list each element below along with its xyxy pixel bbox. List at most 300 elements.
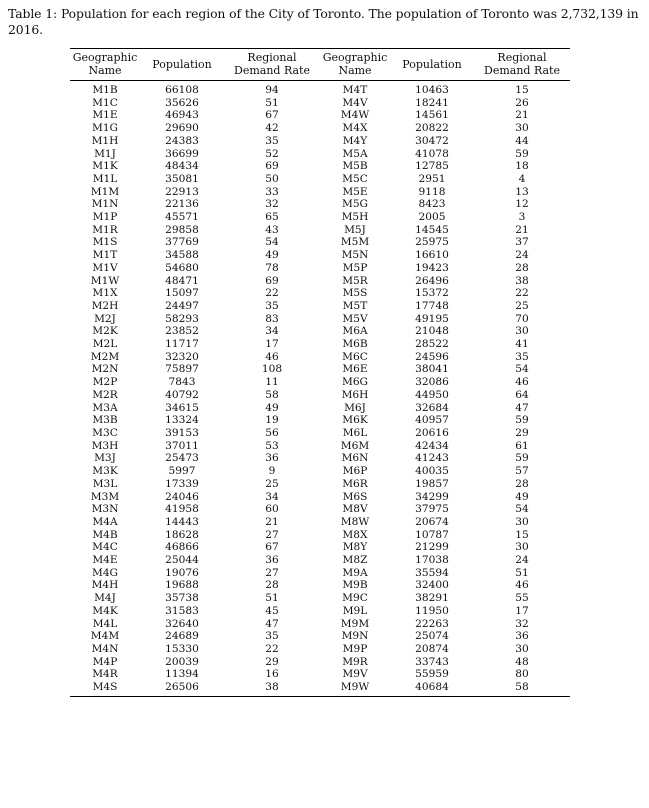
- region-code: M1T: [92, 249, 118, 262]
- region-code: M8W: [340, 515, 370, 528]
- population-value: 5997: [168, 465, 196, 478]
- region-code: M4R: [92, 668, 118, 681]
- region-code: M1H: [91, 134, 119, 147]
- demand-rate-value: 70: [515, 312, 529, 325]
- table-row: [70, 414, 570, 427]
- population-value: 18628: [165, 528, 199, 541]
- population-value: 22263: [415, 617, 449, 630]
- population-value: 58293: [165, 312, 199, 325]
- region-code: M1X: [92, 287, 118, 300]
- demand-rate-value: 34: [265, 490, 279, 503]
- demand-rate-value: 24: [515, 554, 529, 567]
- region-code: M6R: [342, 477, 368, 490]
- population-value: 20874: [415, 642, 449, 655]
- population-value: 41243: [415, 452, 449, 465]
- region-code: M3L: [92, 477, 118, 490]
- population-value: 24596: [415, 350, 449, 363]
- demand-rate-value: 42: [265, 122, 279, 135]
- header-geographic-name-left: [70, 49, 140, 81]
- demand-rate-value: 78: [265, 261, 279, 274]
- region-code: M9A: [342, 566, 368, 579]
- demand-rate-value: 52: [265, 147, 279, 160]
- demand-rate-value: 30: [515, 515, 529, 528]
- table-body: [70, 81, 570, 697]
- demand-rate-value: 33: [265, 185, 279, 198]
- demand-rate-value: 35: [515, 350, 529, 363]
- region-code: M1B: [92, 84, 118, 96]
- demand-rate-value: 55: [515, 592, 529, 605]
- population-value: 40035: [415, 465, 449, 478]
- population-table: [70, 48, 570, 697]
- population-value: 19857: [415, 477, 449, 490]
- population-value: 41078: [415, 147, 449, 160]
- demand-rate-value: 51: [265, 592, 279, 605]
- population-value: 9118: [418, 185, 446, 198]
- demand-rate-value: 51: [515, 566, 529, 579]
- population-value: 32684: [415, 401, 449, 414]
- demand-rate-value: 60: [265, 503, 279, 516]
- demand-rate-value: 36: [265, 452, 279, 465]
- demand-rate-value: 67: [265, 109, 279, 122]
- header-rate-line1: Regional: [247, 51, 297, 64]
- header-row: [70, 49, 570, 81]
- population-value: 10787: [415, 528, 449, 541]
- demand-rate-value: 11: [265, 376, 279, 389]
- demand-rate-value: 17: [265, 338, 279, 351]
- table-row: [70, 338, 570, 351]
- region-code: M5P: [342, 261, 368, 274]
- region-code: M9R: [342, 655, 368, 668]
- population-value: 29690: [165, 122, 199, 135]
- table-row: [70, 491, 570, 504]
- demand-rate-value: 30: [515, 541, 529, 554]
- table-row: [70, 249, 570, 262]
- region-code: M8V: [342, 503, 368, 516]
- population-value: 16610: [415, 249, 449, 262]
- demand-rate-value: 46: [265, 350, 279, 363]
- header-name-line1: Geographic: [72, 51, 138, 64]
- demand-rate-value: 94: [265, 84, 279, 96]
- region-code: M6K: [342, 414, 368, 427]
- population-value: 2005: [418, 211, 446, 224]
- header-name-line2: Name: [88, 64, 122, 77]
- demand-rate-value: 22: [265, 287, 279, 300]
- region-code: M6A: [342, 325, 368, 338]
- table-row: [70, 325, 570, 338]
- population-value: 25473: [165, 452, 199, 465]
- table-row: [70, 478, 570, 491]
- table-row: [70, 427, 570, 440]
- demand-rate-value: 57: [515, 465, 529, 478]
- demand-rate-value: 27: [265, 528, 279, 541]
- population-value: 34615: [165, 401, 199, 414]
- demand-rate-value: 4: [518, 172, 526, 185]
- demand-rate-value: 49: [265, 249, 279, 262]
- population-value: 28522: [415, 338, 449, 351]
- table-row: [70, 262, 570, 275]
- table-row: [70, 211, 570, 224]
- population-value: 24689: [165, 630, 199, 643]
- demand-rate-value: 49: [265, 401, 279, 414]
- table-row: [70, 160, 570, 173]
- region-code: M4X: [342, 122, 368, 135]
- population-value: 20674: [415, 515, 449, 528]
- table-row: [70, 592, 570, 605]
- demand-rate-value: 54: [265, 236, 279, 249]
- region-code: M5E: [342, 185, 368, 198]
- demand-rate-value: 15: [515, 528, 529, 541]
- demand-rate-value: 17: [515, 604, 529, 617]
- region-code: M2R: [92, 388, 118, 401]
- population-value: 20039: [165, 655, 199, 668]
- demand-rate-value: 43: [265, 223, 279, 236]
- population-value: 15372: [415, 287, 449, 300]
- population-value: 45571: [165, 211, 199, 224]
- table-row: [70, 313, 570, 326]
- population-value: 14545: [415, 223, 449, 236]
- demand-rate-value: 35: [265, 630, 279, 643]
- header-geographic-name-right: [320, 49, 390, 81]
- population-value: 37769: [165, 236, 199, 249]
- table-row: [70, 668, 570, 681]
- demand-rate-value: 19: [265, 414, 279, 427]
- region-code: M5N: [341, 249, 369, 262]
- demand-rate-value: 38: [515, 274, 529, 287]
- demand-rate-value: 24: [515, 249, 529, 262]
- demand-rate-value: 22: [515, 287, 529, 300]
- demand-rate-value: 32: [515, 617, 529, 630]
- region-code: M9L: [342, 604, 368, 617]
- region-code: M6G: [341, 376, 369, 389]
- population-value: 34299: [415, 490, 449, 503]
- population-value: 66108: [165, 84, 199, 96]
- table-row: [70, 465, 570, 478]
- region-code: M4Y: [342, 134, 368, 147]
- population-value: 46866: [165, 541, 199, 554]
- demand-rate-value: 48: [515, 655, 529, 668]
- demand-rate-value: 22: [265, 642, 279, 655]
- region-code: M4N: [91, 642, 119, 655]
- population-value: 33743: [415, 655, 449, 668]
- population-value: 11950: [415, 604, 449, 617]
- demand-rate-value: 83: [265, 312, 279, 325]
- population-value: 35081: [165, 172, 199, 185]
- demand-rate-value: 64: [515, 388, 529, 401]
- region-code: M3M: [90, 490, 120, 503]
- demand-rate-value: 59: [515, 414, 529, 427]
- demand-rate-value: 28: [515, 261, 529, 274]
- table-row: [70, 579, 570, 592]
- population-value: 13324: [165, 414, 199, 427]
- population-value: 18241: [415, 96, 449, 109]
- population-value: 24497: [165, 299, 199, 312]
- table-caption: Table 1: Population for each region of the City of Toronto. The population of Toronto was 2,732,139 in 2016.: [8, 6, 639, 37]
- demand-rate-value: 25: [515, 299, 529, 312]
- demand-rate-value: 26: [515, 96, 529, 109]
- region-code: M1L: [92, 172, 118, 185]
- region-code: M1G: [91, 122, 119, 135]
- table-row: [70, 275, 570, 288]
- population-value: 20822: [415, 122, 449, 135]
- population-value: 25044: [165, 554, 199, 567]
- region-code: M1R: [92, 223, 118, 236]
- population-value: 17038: [415, 554, 449, 567]
- demand-rate-value: 15: [515, 84, 529, 96]
- table-row: [70, 81, 570, 97]
- population-value: 11394: [165, 668, 199, 681]
- region-code: M2P: [92, 376, 118, 389]
- table-row: [70, 109, 570, 122]
- region-code: M1C: [92, 96, 118, 109]
- table-row: [70, 97, 570, 110]
- region-code: M4H: [91, 579, 119, 592]
- population-value: 19688: [165, 579, 199, 592]
- population-value: 14561: [415, 109, 449, 122]
- demand-rate-value: 51: [265, 96, 279, 109]
- region-code: M5V: [342, 312, 368, 325]
- region-code: M5B: [342, 160, 368, 173]
- demand-rate-value: 54: [515, 363, 529, 376]
- region-code: M5M: [340, 236, 370, 249]
- header-population-right: Population: [402, 57, 462, 71]
- population-value: 40792: [165, 388, 199, 401]
- demand-rate-value: 47: [515, 401, 529, 414]
- table-row: [70, 135, 570, 148]
- region-code: M2N: [91, 363, 119, 376]
- region-code: M2L: [92, 338, 118, 351]
- region-code: M3N: [91, 503, 119, 516]
- region-code: M4W: [340, 109, 370, 122]
- table-row: [70, 402, 570, 415]
- header-population-left: Population: [152, 57, 212, 71]
- population-value: 38291: [415, 592, 449, 605]
- population-value: 22913: [165, 185, 199, 198]
- demand-rate-value: 13: [515, 185, 529, 198]
- region-code: M4J: [94, 592, 116, 605]
- table-row: [70, 541, 570, 554]
- population-value: 39153: [165, 426, 199, 439]
- region-code: M1P: [92, 211, 118, 224]
- table-row: [70, 656, 570, 669]
- header-rate-line2: Demand Rate: [484, 64, 560, 77]
- demand-rate-value: 18: [515, 160, 529, 173]
- header-rate-line1: Regional: [497, 51, 547, 64]
- region-code: M4G: [91, 566, 119, 579]
- region-code: M6J: [344, 401, 366, 414]
- table-row: [70, 554, 570, 567]
- demand-rate-value: 21: [265, 515, 279, 528]
- region-code: M6S: [342, 490, 368, 503]
- population-value: 17339: [165, 477, 199, 490]
- region-code: M9V: [342, 668, 368, 681]
- region-code: M4B: [92, 528, 118, 541]
- demand-rate-value: 46: [515, 376, 529, 389]
- demand-rate-value: 65: [265, 211, 279, 224]
- demand-rate-value: 35: [265, 134, 279, 147]
- region-code: M4M: [90, 630, 120, 643]
- demand-rate-value: 50: [265, 172, 279, 185]
- region-code: M9W: [340, 681, 370, 694]
- region-code: M2J: [94, 312, 116, 325]
- demand-rate-value: 34: [265, 325, 279, 338]
- demand-rate-value: 58: [515, 681, 529, 694]
- population-value: 29858: [165, 223, 199, 236]
- demand-rate-value: 30: [515, 325, 529, 338]
- demand-rate-value: 28: [515, 477, 529, 490]
- region-code: M1V: [92, 261, 118, 274]
- table-row: [70, 503, 570, 516]
- population-value: 41958: [165, 503, 199, 516]
- demand-rate-value: 45: [265, 604, 279, 617]
- population-value: 40684: [415, 681, 449, 694]
- table-row: [70, 605, 570, 618]
- table-row: [70, 148, 570, 161]
- region-code: M1M: [90, 185, 120, 198]
- demand-rate-value: 3: [518, 211, 526, 224]
- region-code: M4A: [92, 515, 118, 528]
- population-value: 35594: [415, 566, 449, 579]
- table-row: [70, 630, 570, 643]
- demand-rate-value: 30: [515, 642, 529, 655]
- table-row: [70, 452, 570, 465]
- population-value: 15330: [165, 642, 199, 655]
- demand-rate-value: 37: [515, 236, 529, 249]
- region-code: M4L: [92, 617, 118, 630]
- region-code: M1S: [92, 236, 118, 249]
- demand-rate-value: 108: [261, 363, 283, 376]
- region-code: M5R: [342, 274, 368, 287]
- demand-rate-value: 38: [265, 681, 279, 694]
- population-value: 31583: [165, 604, 199, 617]
- population-value: 10463: [415, 84, 449, 96]
- population-value: 19076: [165, 566, 199, 579]
- population-value: 36699: [165, 147, 199, 160]
- table-row: [70, 186, 570, 199]
- population-value: 55959: [415, 668, 449, 681]
- demand-rate-value: 27: [265, 566, 279, 579]
- table-row: [70, 363, 570, 376]
- demand-rate-value: 12: [515, 198, 529, 211]
- population-value: 23852: [165, 325, 199, 338]
- table-row: [70, 287, 570, 300]
- region-code: M5T: [342, 299, 368, 312]
- region-code: M3B: [92, 414, 118, 427]
- region-code: M8Y: [342, 541, 368, 554]
- population-value: 11717: [165, 338, 199, 351]
- table-row: [70, 300, 570, 313]
- header-name-line1: Geographic: [322, 51, 388, 64]
- region-code: M5J: [344, 223, 366, 236]
- demand-rate-value: 29: [265, 655, 279, 668]
- population-value: 42434: [415, 439, 449, 452]
- population-value: 8423: [418, 198, 446, 211]
- region-code: M1J: [94, 147, 116, 160]
- demand-rate-value: 9: [268, 465, 276, 478]
- table-row: [70, 440, 570, 453]
- region-code: M5G: [341, 198, 369, 211]
- population-value: 35626: [165, 96, 199, 109]
- population-value: 24383: [165, 134, 199, 147]
- demand-rate-value: 30: [515, 122, 529, 135]
- demand-rate-value: 29: [515, 426, 529, 439]
- population-value: 21299: [415, 541, 449, 554]
- demand-rate-value: 41: [515, 338, 529, 351]
- region-code: M3J: [94, 452, 116, 465]
- population-value: 25074: [415, 630, 449, 643]
- table-row: [70, 198, 570, 211]
- population-value: 75897: [165, 363, 199, 376]
- region-code: M9N: [341, 630, 369, 643]
- region-code: M3C: [92, 426, 118, 439]
- demand-rate-value: 80: [515, 668, 529, 681]
- demand-rate-value: 32: [265, 198, 279, 211]
- demand-rate-value: 49: [515, 490, 529, 503]
- region-code: M4C: [92, 541, 118, 554]
- table-row: [70, 236, 570, 249]
- population-value: 2951: [418, 172, 446, 185]
- region-code: M4P: [92, 655, 118, 668]
- region-code: M5A: [342, 147, 368, 160]
- region-code: M5H: [341, 211, 369, 224]
- header-rate-line2: Demand Rate: [234, 64, 310, 77]
- table-row: [70, 351, 570, 364]
- region-code: M6C: [342, 350, 368, 363]
- demand-rate-value: 61: [515, 439, 529, 452]
- region-code: M3H: [91, 439, 119, 452]
- table-row: [70, 376, 570, 389]
- population-value: 26496: [415, 274, 449, 287]
- population-value: 32640: [165, 617, 199, 630]
- header-demand-rate-right: [474, 49, 570, 81]
- region-code: M1W: [90, 274, 120, 287]
- population-value: 24046: [165, 490, 199, 503]
- population-value: 21048: [415, 325, 449, 338]
- population-value: 44950: [415, 388, 449, 401]
- region-code: M6E: [342, 363, 368, 376]
- header-name-line2: Name: [338, 64, 372, 77]
- demand-rate-value: 53: [265, 439, 279, 452]
- region-code: M4K: [92, 604, 118, 617]
- region-code: M4E: [92, 554, 118, 567]
- table-row: [70, 643, 570, 656]
- region-code: M3K: [92, 465, 118, 478]
- population-value: 34588: [165, 249, 199, 262]
- region-code: M9B: [342, 579, 368, 592]
- region-code: M2M: [90, 350, 120, 363]
- population-value: 19423: [415, 261, 449, 274]
- population-value: 25975: [415, 236, 449, 249]
- region-code: M4T: [342, 84, 368, 96]
- demand-rate-value: 58: [265, 388, 279, 401]
- table-row: [70, 173, 570, 186]
- demand-rate-value: 16: [265, 668, 279, 681]
- demand-rate-value: 56: [265, 426, 279, 439]
- population-value: 32400: [415, 579, 449, 592]
- region-code: M9C: [342, 592, 368, 605]
- region-code: M2H: [91, 299, 119, 312]
- demand-rate-value: 59: [515, 147, 529, 160]
- table-row: [70, 516, 570, 529]
- region-code: M2K: [92, 325, 118, 338]
- demand-rate-value: 28: [265, 579, 279, 592]
- demand-rate-value: 36: [515, 630, 529, 643]
- demand-rate-value: 21: [515, 223, 529, 236]
- demand-rate-value: 69: [265, 160, 279, 173]
- population-value: 49195: [415, 312, 449, 325]
- demand-rate-value: 44: [515, 134, 529, 147]
- population-value: 32320: [165, 350, 199, 363]
- region-code: M6B: [342, 338, 368, 351]
